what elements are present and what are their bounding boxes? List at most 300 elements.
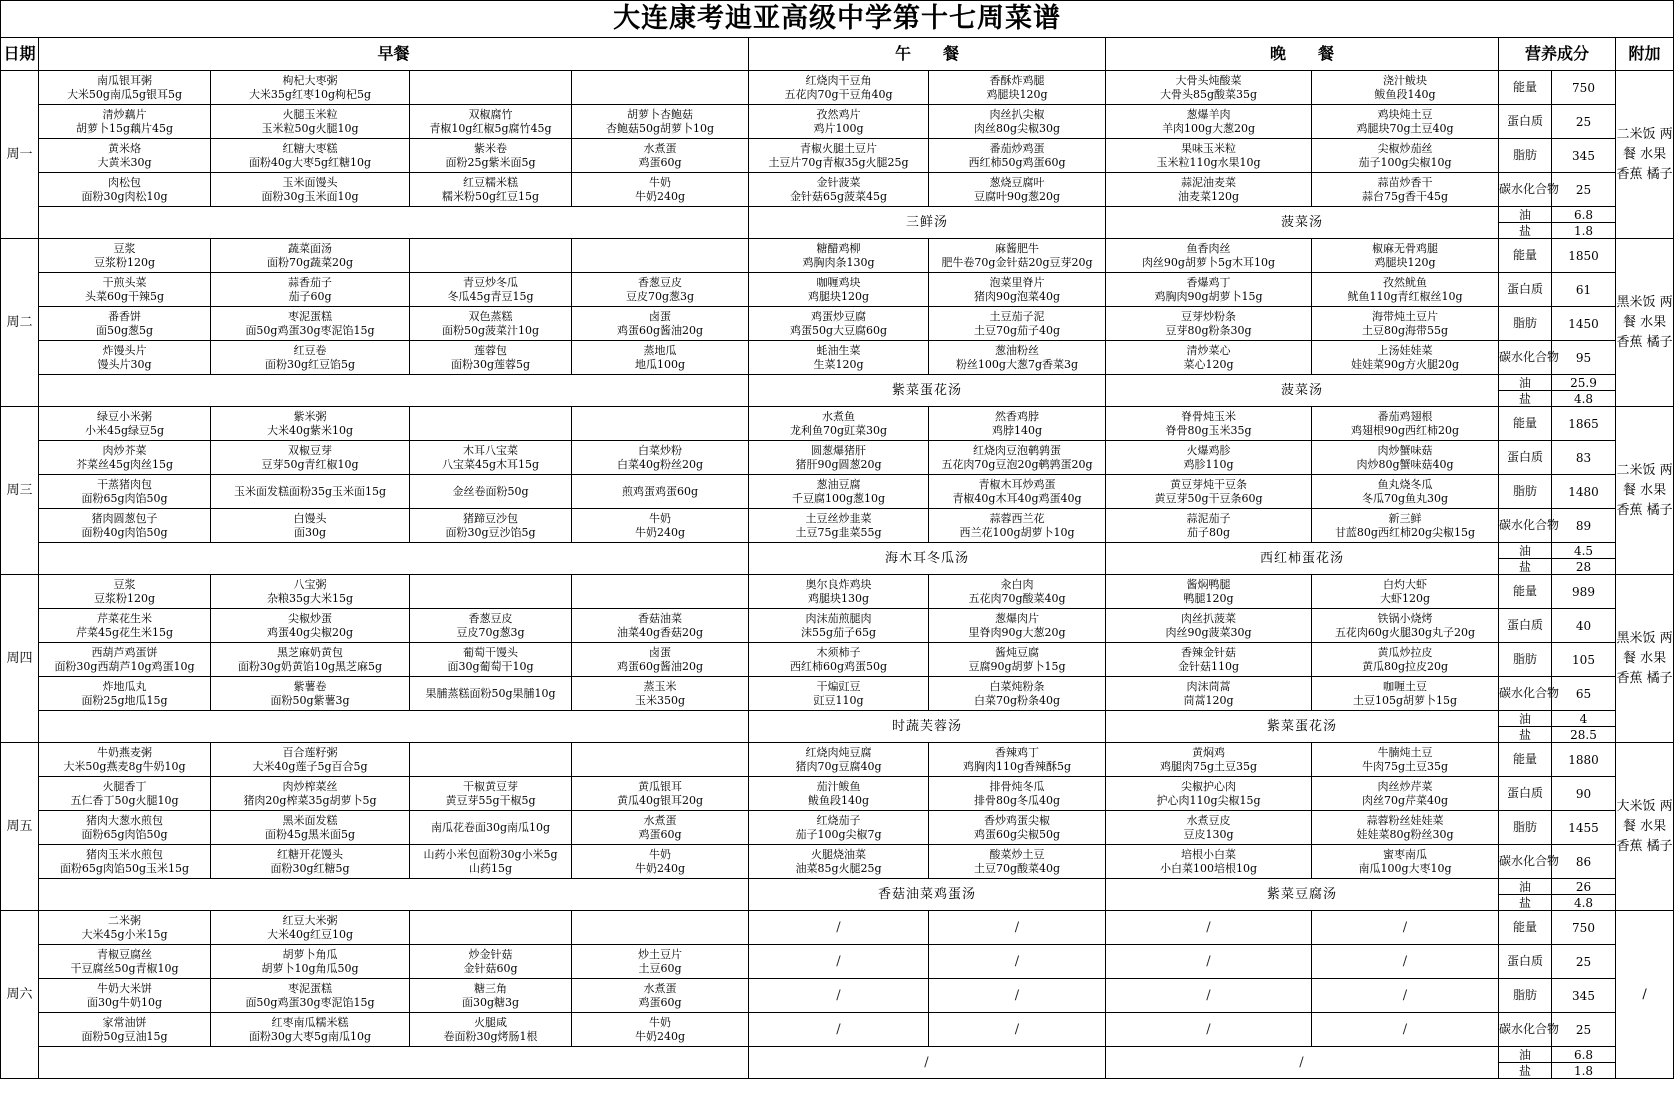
- dish-cell: [572, 979, 749, 1013]
- dish-name: 黄焖鸡: [1192, 745, 1225, 759]
- dish-name: 红糖开花馒头: [277, 847, 343, 861]
- dish-cell: [1106, 509, 1312, 543]
- dish-name: 番茄炒鸡蛋: [989, 141, 1045, 155]
- dish-cell: [39, 643, 211, 677]
- dish-cell: [929, 239, 1106, 273]
- dish-ingredients: 茄子60g: [288, 289, 332, 303]
- dish-cell: [1312, 139, 1499, 173]
- dish-ingredients: 龙利鱼70g豇菜30g: [789, 423, 888, 437]
- dish-name: 酱焖鸭腿: [1186, 577, 1231, 591]
- dish-name: 炒土豆片: [638, 947, 682, 961]
- dish-cell: [572, 777, 749, 811]
- dish-ingredients: 面粉30g肉松10g: [81, 189, 168, 203]
- dinner-soup: 西红柿蛋花汤: [1106, 543, 1499, 575]
- dish-cell: [1106, 575, 1312, 609]
- dish-ingredients: 鸡蛋60g: [638, 155, 682, 169]
- nutrition-value: 1480: [1552, 475, 1616, 509]
- dish-ingredients: 青椒10g红椒5g腐竹45g: [429, 121, 552, 135]
- dish-cell: [410, 71, 572, 105]
- dish-cell: [211, 1013, 410, 1047]
- dish-ingredients: 面粉25g紫米面5g: [445, 155, 536, 169]
- dinner-soup: 紫菜蛋花汤: [1106, 711, 1499, 743]
- dish-name: 糖醋鸡柳: [816, 241, 861, 255]
- dish-cell: [211, 307, 410, 341]
- dish-cell: [929, 845, 1106, 879]
- dish-ingredients: 地瓜100g: [634, 357, 686, 371]
- dish-name: 椒麻无骨鸡腿: [1372, 241, 1438, 255]
- menu-row: [1, 609, 1674, 643]
- dish-ingredients: 面粉30g红豆馅5g: [264, 357, 356, 371]
- dish-name: 枸杞大枣粥: [282, 73, 338, 87]
- dish-ingredients: 西红柿50g鸡蛋60g: [968, 155, 1066, 169]
- menu-row: [1, 811, 1674, 845]
- dish-ingredients: 五花肉70g豆泡20g鹌鹑蛋20g: [941, 457, 1093, 471]
- extra-cell: 二米饭 两餐 水果 香蕉 橘子: [1616, 407, 1674, 575]
- dish-cell: [572, 677, 749, 711]
- dish-ingredients: 白菜70g粉条40g: [973, 693, 1061, 707]
- dish-name: 香酥炸鸡腿: [989, 73, 1045, 87]
- dish-cell: [410, 979, 572, 1013]
- dish-cell: [1312, 575, 1499, 609]
- breakfast-empty: [39, 375, 749, 407]
- nutrition-label: 蛋白质: [1499, 441, 1552, 475]
- dish-ingredients: 牛肉75g土豆35g: [1361, 759, 1449, 773]
- dish-ingredients: 茄子80g: [1186, 525, 1231, 539]
- nutrition-value: 1.8: [1552, 223, 1616, 239]
- dish-cell: [39, 307, 211, 341]
- dish-ingredients: 面50g葱5g: [95, 323, 154, 337]
- extra-cell: 黑米饭 两餐 水果 香蕉 橘子: [1616, 239, 1674, 407]
- dish-ingredients: 鸡腿块120g: [1374, 255, 1436, 269]
- dish-name: 火腿香丁: [102, 779, 147, 793]
- nutrition-value: 6.8: [1552, 207, 1616, 223]
- nutrition-label: 盐: [1499, 1063, 1552, 1079]
- menu-row: [1, 1013, 1674, 1047]
- header-row: [1, 38, 1674, 71]
- dish-cell: [211, 475, 410, 509]
- dish-cell: [749, 105, 929, 139]
- dish-name: 黄豆芽炖干豆条: [1170, 477, 1247, 491]
- dish-cell: [572, 273, 749, 307]
- dish-name: 香葱豆皮: [638, 275, 682, 289]
- dish-cell: [929, 1013, 1106, 1047]
- dish-cell: [749, 945, 929, 979]
- header-nutrition: 营养成分: [1499, 38, 1616, 71]
- dish-ingredients: 冬瓜70g鱼丸30g: [1361, 491, 1449, 505]
- dish-name: 肉炒芥菜: [102, 443, 147, 457]
- dish-cell: [1106, 105, 1312, 139]
- dish-cell: [211, 273, 410, 307]
- dish-ingredients: 土豆105g胡萝卜15g: [1352, 693, 1458, 707]
- dish-cell: [572, 609, 749, 643]
- dish-name: 葱油豆腐: [816, 477, 861, 491]
- dish-name: 双椒腐竹: [468, 107, 513, 121]
- dish-ingredients: 黄豆芽50g干豆条60g: [1154, 491, 1263, 505]
- nutrition-value: 25.9: [1552, 375, 1616, 391]
- dish-name: 蒜苗炒香干: [1377, 175, 1433, 189]
- nutrition-label: 脂肪: [1499, 307, 1552, 341]
- lunch-soup: 香菇油菜鸡蛋汤: [749, 879, 1106, 911]
- dish-ingredients: 西红柿60g鸡蛋50g: [789, 659, 888, 673]
- dish-cell: [749, 811, 929, 845]
- dish-ingredients: 鸡腿块120g: [807, 289, 870, 303]
- menu-row: [1, 911, 1674, 945]
- dish-ingredients: 蒜台75g香干45g: [1361, 189, 1449, 203]
- dish-ingredients: 面粉30g红糖5g: [270, 861, 350, 875]
- dish-name: /: [1402, 1021, 1408, 1037]
- dish-ingredients: 面粉65g肉馅50g: [81, 491, 168, 505]
- dish-cell: [749, 509, 929, 543]
- dish-cell: [410, 575, 572, 609]
- dish-cell: [39, 71, 211, 105]
- dinner-soup: 菠菜汤: [1106, 375, 1499, 407]
- dish-ingredients: 玉米粒50g火腿10g: [261, 121, 359, 135]
- dish-name: 水煮蛋: [643, 813, 677, 827]
- dish-name: 炒金针菇: [468, 947, 513, 961]
- dish-cell: [211, 643, 410, 677]
- dish-name: 鱼香肉丝: [1186, 241, 1231, 255]
- dish-cell: [929, 643, 1106, 677]
- dish-ingredients: 茄子100g尖椒10g: [1358, 155, 1452, 169]
- nutrition-value: 105: [1552, 643, 1616, 677]
- dish-ingredients: 娃娃菜80g粉丝30g: [1356, 827, 1454, 841]
- dish-cell: [211, 71, 410, 105]
- dish-ingredients: 千豆腐100g葱10g: [791, 491, 886, 505]
- dish-name: 双椒豆芽: [288, 443, 332, 457]
- dish-cell: [929, 743, 1106, 777]
- dish-cell: [929, 979, 1106, 1013]
- dish-name: 木须柿子: [816, 645, 861, 659]
- menu-row: [1, 173, 1674, 207]
- dish-cell: [39, 441, 211, 475]
- dish-name: 玉米面发糕面粉35g玉米面15g: [233, 484, 387, 498]
- dish-cell: [410, 845, 572, 879]
- dish-cell: [410, 911, 572, 945]
- dish-name: 水煮蛋: [643, 981, 677, 995]
- menu-row: [1, 307, 1674, 341]
- lunch-soup: 海木耳冬瓜汤: [749, 543, 1106, 575]
- dish-name: 肉炒榨菜丝: [282, 779, 338, 793]
- dish-name: 鸡蛋炒豆腐: [811, 309, 866, 323]
- extra-cell: 黑米饭 两餐 水果 香蕉 橘子: [1616, 575, 1674, 743]
- dish-cell: [211, 945, 410, 979]
- dish-cell: [39, 845, 211, 879]
- dish-name: 青椒火腿土豆片: [800, 141, 877, 155]
- dish-ingredients: 豆芽50g青红椒10g: [261, 457, 359, 471]
- dish-cell: [39, 979, 211, 1013]
- dish-ingredients: 大骨头85g酸菜35g: [1159, 87, 1258, 101]
- dish-name: 圆葱爆猪肝: [811, 443, 866, 457]
- breakfast-empty: [39, 1047, 749, 1079]
- dish-name: 红糖大枣糕: [282, 141, 338, 155]
- nutrition-value: 750: [1552, 71, 1616, 105]
- dish-ingredients: 里脊肉90g大葱20g: [968, 625, 1066, 639]
- menu-row: [1, 239, 1674, 273]
- dish-cell: [929, 677, 1106, 711]
- dish-cell: [211, 575, 410, 609]
- dish-ingredients: 面粉30g莲蓉5g: [450, 357, 531, 371]
- dish-cell: [749, 777, 929, 811]
- dish-name: 红烧肉炖豆腐: [805, 745, 872, 759]
- dish-name: 牛奶大米饼: [97, 981, 152, 995]
- dish-name: 蒸地瓜: [643, 343, 677, 357]
- dish-cell: [572, 845, 749, 879]
- dish-ingredients: 面50g鸡蛋30g枣泥馅15g: [245, 323, 375, 337]
- dish-cell: [572, 475, 749, 509]
- dish-cell: [211, 743, 410, 777]
- dish-name: /: [836, 1021, 841, 1037]
- dish-name: 百合莲籽粥: [282, 745, 338, 759]
- dish-ingredients: 鸡腿块70g土豆40g: [1356, 121, 1454, 135]
- dish-cell: [211, 441, 410, 475]
- dish-ingredients: 沫55g茄子65g: [800, 625, 877, 639]
- dish-ingredients: 大黄米30g: [97, 155, 152, 169]
- dish-name: 酸菜炒土豆: [989, 847, 1045, 861]
- dish-ingredients: 大米40g红豆10g: [266, 927, 354, 941]
- dish-cell: [1106, 407, 1312, 441]
- dish-ingredients: 大米35g红枣10g枸杞5g: [248, 87, 372, 101]
- menu-row: [1, 575, 1674, 609]
- dish-ingredients: 面粉45g黑米面5g: [264, 827, 356, 841]
- dish-name: 番香饼: [108, 309, 141, 323]
- dish-cell: [39, 239, 211, 273]
- dish-ingredients: 玉米粒110g水果10g: [1156, 155, 1261, 169]
- nutrition-value: 25: [1552, 105, 1616, 139]
- menu-row: [1, 407, 1674, 441]
- dish-ingredients: 芥菜丝45g肉丝15g: [75, 457, 174, 471]
- dish-name: 干煎头菜: [102, 275, 147, 289]
- dish-cell: [1106, 911, 1312, 945]
- dish-ingredients: 鲅鱼段140g: [807, 793, 870, 807]
- extra-cell: 大米饭 两餐 水果 香蕉 橘子: [1616, 743, 1674, 911]
- nutrition-value: 83: [1552, 441, 1616, 475]
- dish-name: 尖椒炒茄丝: [1377, 141, 1433, 155]
- dish-cell: [1312, 105, 1499, 139]
- dish-ingredients: 面粉25g地瓜15g: [81, 693, 168, 707]
- dish-cell: [1312, 239, 1499, 273]
- dish-cell: [929, 341, 1106, 375]
- day-label: 周三: [1, 407, 39, 575]
- dish-ingredients: 娃娃菜90g方火腿20g: [1350, 357, 1460, 371]
- dish-cell: [749, 341, 929, 375]
- dish-name: 土豆茄子泥: [989, 309, 1045, 323]
- dish-ingredients: 南瓜100g大枣10g: [1358, 861, 1452, 875]
- dish-cell: [572, 139, 749, 173]
- breakfast-empty: [39, 711, 749, 743]
- dish-cell: [410, 677, 572, 711]
- dish-ingredients: 鸡蛋50g大豆腐60g: [789, 323, 888, 337]
- dish-cell: [410, 173, 572, 207]
- dish-ingredients: 面粉30g豆沙馅5g: [445, 525, 536, 539]
- dish-cell: [1312, 407, 1499, 441]
- dish-cell: [1312, 677, 1499, 711]
- dish-ingredients: 白菜40g粉丝20g: [616, 457, 704, 471]
- dish-cell: [929, 273, 1106, 307]
- dish-cell: [211, 407, 410, 441]
- nutrition-label: 蛋白质: [1499, 777, 1552, 811]
- dish-name: 炸馒头片: [102, 343, 147, 357]
- dish-name: 豆浆: [113, 577, 136, 591]
- dish-ingredients: 肥牛卷70g金针菇20g豆芽20g: [941, 255, 1093, 269]
- dish-name: 蒜泥油麦菜: [1181, 175, 1236, 189]
- dish-cell: [929, 509, 1106, 543]
- dish-ingredients: 鸡蛋60g尖椒50g: [973, 827, 1061, 841]
- dish-name: 排骨炖冬瓜: [989, 779, 1045, 793]
- dish-ingredients: 面粉30g大枣5g南瓜10g: [248, 1029, 372, 1043]
- dish-cell: [410, 139, 572, 173]
- dish-ingredients: 大米45g小米15g: [81, 927, 168, 941]
- dish-name: 香炒鸡蛋尖椒: [984, 813, 1050, 827]
- dish-cell: [1106, 71, 1312, 105]
- dish-name: 果味玉米粒: [1181, 141, 1236, 155]
- breakfast-empty: [39, 207, 749, 239]
- dish-cell: [211, 105, 410, 139]
- dish-name: 金丝卷面粉50g: [452, 484, 529, 498]
- dish-ingredients: 豆腐叶90g葱20g: [973, 189, 1061, 203]
- dish-name: 南瓜银耳粥: [97, 73, 152, 87]
- dish-name: 茄汁鲅鱼: [816, 779, 861, 793]
- dish-name: 浇汁鲅块: [1383, 73, 1427, 87]
- dish-cell: [1106, 307, 1312, 341]
- dish-cell: [929, 475, 1106, 509]
- dish-name: 紫米粥: [293, 409, 327, 423]
- dish-cell: [211, 509, 410, 543]
- dish-name: 海带炖土豆片: [1372, 309, 1438, 323]
- dish-ingredients: 山药15g: [468, 861, 513, 875]
- dish-ingredients: 大米40g莲子5g百合5g: [252, 759, 368, 773]
- dish-name: /: [1206, 987, 1211, 1003]
- dish-cell: [572, 441, 749, 475]
- dish-cell: [572, 173, 749, 207]
- dish-ingredients: 五花肉70g干豆角40g: [784, 87, 893, 101]
- dish-ingredients: 猪肝90g圆葱20g: [795, 457, 882, 471]
- dish-ingredients: 鸡蛋60g: [638, 827, 682, 841]
- dish-cell: [749, 139, 929, 173]
- nutrition-value: 65: [1552, 677, 1616, 711]
- dish-cell: [410, 609, 572, 643]
- dish-cell: [1312, 643, 1499, 677]
- nutrition-value: 1880: [1552, 743, 1616, 777]
- dish-ingredients: 金针菇60g: [463, 961, 518, 975]
- dish-cell: [1312, 1013, 1499, 1047]
- dish-ingredients: 生菜120g: [813, 357, 864, 371]
- dish-ingredients: 护心肉110g尖椒15g: [1156, 793, 1261, 807]
- dish-name: 牛奶燕麦粥: [97, 745, 152, 759]
- dish-name: 玉米面馒头: [282, 175, 338, 189]
- dish-ingredients: 面粉65g肉馅50g: [81, 827, 168, 841]
- nutrition-value: 4: [1552, 711, 1616, 727]
- nutrition-value: 1865: [1552, 407, 1616, 441]
- dish-name: 蒜香茄子: [288, 275, 332, 289]
- dish-name: 火腿烧油菜: [811, 847, 866, 861]
- dish-ingredients: 猪肉20g榨菜35g胡萝卜5g: [243, 793, 377, 807]
- dish-name: 胡萝卜杏鲍菇: [627, 107, 693, 121]
- dish-ingredients: 面30g牛奶10g: [86, 995, 163, 1009]
- dish-name: 鱼丸烧冬瓜: [1377, 477, 1433, 491]
- dish-cell: [1106, 609, 1312, 643]
- dish-cell: [749, 609, 929, 643]
- nutrition-value: 4.8: [1552, 391, 1616, 407]
- dish-name: 火腿咸: [474, 1015, 507, 1029]
- dish-ingredients: 豆皮70g葱3g: [625, 289, 695, 303]
- dish-ingredients: 面粉70g蔬菜20g: [266, 255, 354, 269]
- dish-cell: [410, 777, 572, 811]
- dish-cell: [749, 743, 929, 777]
- header-extra: 附加: [1616, 38, 1674, 71]
- dish-name: /: [836, 987, 841, 1003]
- dish-name: 山药小米包面粉30g小米5g: [423, 847, 558, 861]
- dish-cell: [1312, 811, 1499, 845]
- dish-ingredients: 胡萝卜10g角瓜50g: [261, 961, 359, 975]
- dish-ingredients: 卷面粉30g烤肠1根: [443, 1029, 538, 1043]
- dish-name: 白灼大虾: [1383, 577, 1427, 591]
- dish-name: 咖喱土豆: [1383, 679, 1427, 693]
- dish-name: 大骨头炖酸菜: [1175, 73, 1242, 87]
- dish-cell: [1106, 1013, 1312, 1047]
- lunch-soup: 紫菜蛋花汤: [749, 375, 1106, 407]
- dish-ingredients: 面粉50g菠菜汁10g: [441, 323, 540, 337]
- dish-name: 牛奶: [649, 1015, 671, 1029]
- dish-cell: [39, 743, 211, 777]
- dish-cell: [929, 911, 1106, 945]
- nutrition-label: 盐: [1499, 559, 1552, 575]
- dish-cell: [572, 239, 749, 273]
- nutrition-label: 油: [1499, 375, 1552, 391]
- extra-cell: /: [1616, 911, 1674, 1079]
- dish-cell: [1312, 911, 1499, 945]
- dish-name: /: [1206, 1021, 1211, 1037]
- dish-name: 二米粥: [108, 913, 141, 927]
- dish-name: 黑米面发糕: [282, 813, 338, 827]
- dish-cell: [39, 1013, 211, 1047]
- dish-cell: [39, 509, 211, 543]
- menu-row: [1, 643, 1674, 677]
- dish-name: 清炒菜心: [1186, 343, 1231, 357]
- dish-name: 番茄鸡翅根: [1377, 409, 1433, 423]
- dish-name: 煎鸡蛋鸡蛋60g: [621, 484, 699, 498]
- dish-name: 青椒豆腐丝: [97, 947, 152, 961]
- dish-ingredients: 鸡腿块130g: [807, 591, 870, 605]
- dish-cell: [749, 307, 929, 341]
- nutrition-value: 86: [1552, 845, 1616, 879]
- menu-row: [1, 139, 1674, 173]
- dish-name: 西葫芦鸡蛋饼: [91, 645, 158, 659]
- dish-name: 莲蓉包: [474, 343, 507, 357]
- dish-ingredients: 胡萝卜15g藕片45g: [75, 121, 174, 135]
- dish-name: 双色蒸糕: [468, 309, 513, 323]
- nutrition-label: 蛋白质: [1499, 273, 1552, 307]
- nutrition-value: 40: [1552, 609, 1616, 643]
- page-title: 大连康考迪亚高级中学第十七周菜谱: [1, 1, 1674, 38]
- dish-ingredients: 牛奶240g: [634, 861, 686, 875]
- dish-cell: [39, 273, 211, 307]
- dish-cell: [749, 239, 929, 273]
- dish-cell: [39, 475, 211, 509]
- nutrition-label: 脂肪: [1499, 811, 1552, 845]
- dish-ingredients: 鸡蛋40g尖椒20g: [266, 625, 354, 639]
- dish-cell: [1106, 239, 1312, 273]
- dish-cell: [1312, 341, 1499, 375]
- soup-row: [1, 1047, 1674, 1063]
- dish-name: 牛奶: [649, 175, 671, 189]
- nutrition-value: 1.8: [1552, 1063, 1616, 1079]
- menu-row: [1, 845, 1674, 879]
- breakfast-empty: [39, 879, 749, 911]
- dish-cell: [211, 609, 410, 643]
- dish-ingredients: 鸡蛋60g酱油20g: [616, 323, 704, 337]
- dish-name: 培根小白菜: [1181, 847, 1236, 861]
- dish-ingredients: 五花肉70g酸菜40g: [968, 591, 1066, 605]
